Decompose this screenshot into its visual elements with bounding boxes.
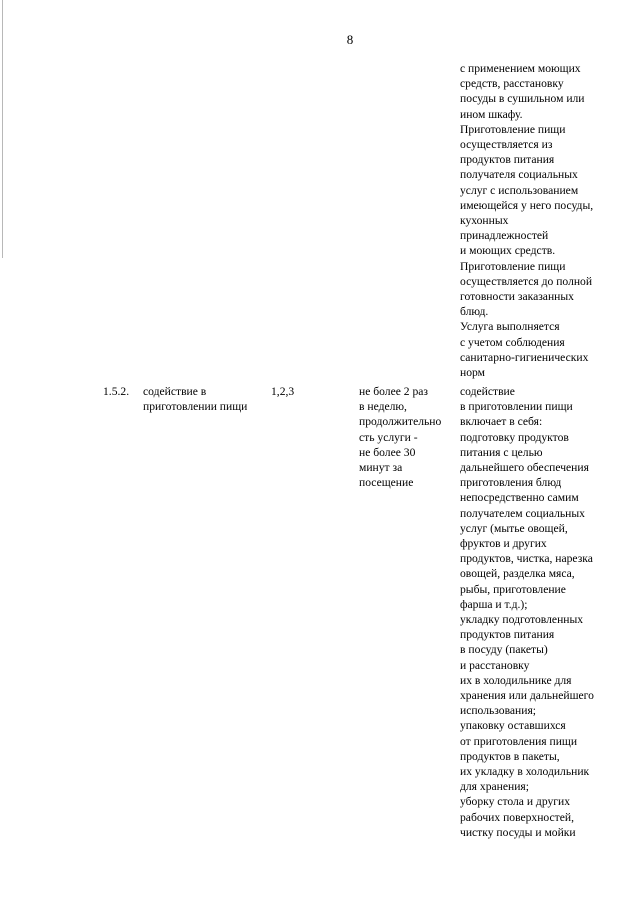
text-line: ином шкафу.	[460, 107, 523, 121]
text-line: осуществляется из	[460, 138, 553, 152]
text-line: продуктов в пакеты,	[460, 749, 560, 763]
text-line: уборку стола и других	[460, 795, 571, 809]
service-name	[143, 384, 247, 414]
text-line: использования;	[460, 704, 537, 718]
text-line: в приготовлении пищи	[460, 400, 573, 414]
text-line: осуществляется до полной	[460, 274, 593, 288]
text-line: их в холодильнике для	[460, 673, 572, 687]
text-line: средств, расстановку	[460, 77, 564, 91]
text-line: чистку посуды и мойки	[460, 825, 576, 839]
text-line: их укладку в холодильник	[460, 765, 590, 779]
text-line: с учетом соблюдения	[460, 335, 565, 349]
service-frequency	[359, 384, 441, 490]
service-description	[460, 384, 594, 840]
text-line: непосредственно самим	[460, 491, 579, 505]
text-line: содействие в	[143, 385, 207, 398]
text-line: Услуга выполняется	[460, 320, 560, 334]
text-line: питания с целью	[460, 445, 543, 459]
text-line: услуг (мытье овощей,	[460, 521, 568, 535]
text-line: дальнейшего обеспечения	[460, 461, 589, 475]
text-line: упаковку оставшихся	[460, 719, 566, 733]
text-line: услуг с использованием	[460, 183, 579, 197]
text-line: получателем социальных	[460, 506, 585, 520]
text-line: подготовку продуктов	[460, 430, 569, 444]
text-line: приготовлении пищи	[143, 400, 248, 414]
text-line: с применением моющих	[460, 62, 581, 75]
text-line: включает в себя:	[460, 415, 543, 429]
text-line: норм	[460, 366, 485, 380]
text-line: сть услуги -	[359, 430, 418, 444]
text-line: посуды в сушильном или	[460, 92, 585, 106]
text-line: рыбы, приготовление	[460, 582, 566, 596]
text-line: овощей, разделка мяса,	[460, 567, 575, 581]
continued-description	[460, 61, 593, 380]
text-line: Приготовление пищи	[460, 259, 566, 273]
text-line: фруктов и других	[460, 537, 547, 551]
text-line: принадлежностей	[460, 229, 549, 243]
text-line: приготовления блюд	[460, 476, 562, 490]
text-line: минут за	[359, 461, 403, 475]
row-number: 1.5.2.	[103, 385, 130, 398]
recipient-codes: 1,2,3	[271, 385, 295, 398]
text-line: кухонных	[460, 214, 509, 228]
text-line: в неделю,	[359, 400, 407, 414]
text-line: продуктов питания	[460, 153, 555, 167]
text-line: рабочих поверхностей,	[460, 810, 574, 824]
text-line: посещение	[359, 476, 414, 490]
text-line: для хранения;	[460, 780, 529, 794]
text-line: и расстановку	[460, 658, 530, 672]
text-line: и моющих средств.	[460, 244, 556, 258]
text-line: хранения или дальнейшего	[460, 689, 594, 703]
text-line: имеющейся у него посуды,	[460, 198, 594, 212]
text-line: не более 2 раз	[359, 385, 428, 398]
text-line: продолжительно	[359, 415, 442, 429]
text-line: Приготовление пищи	[460, 122, 566, 136]
text-line: от приготовления пищи	[460, 734, 578, 748]
text-line: продуктов, чистка, нарезка	[460, 552, 593, 566]
text-line: фарша и т.д.);	[460, 597, 528, 611]
text-line: блюд.	[460, 305, 489, 319]
text-line: получателя социальных	[460, 168, 578, 182]
text-line: санитарно-гигиенических	[460, 350, 589, 364]
text-line: в посуду (пакеты)	[460, 643, 548, 657]
text-line: продуктов питания	[460, 628, 555, 642]
page-number: 8	[346, 32, 354, 47]
text-line: укладку подготовленных	[460, 613, 584, 627]
text-line: готовности заказанных	[460, 290, 574, 304]
text-line: не более 30	[359, 445, 416, 459]
text-line: содействие	[460, 385, 515, 398]
